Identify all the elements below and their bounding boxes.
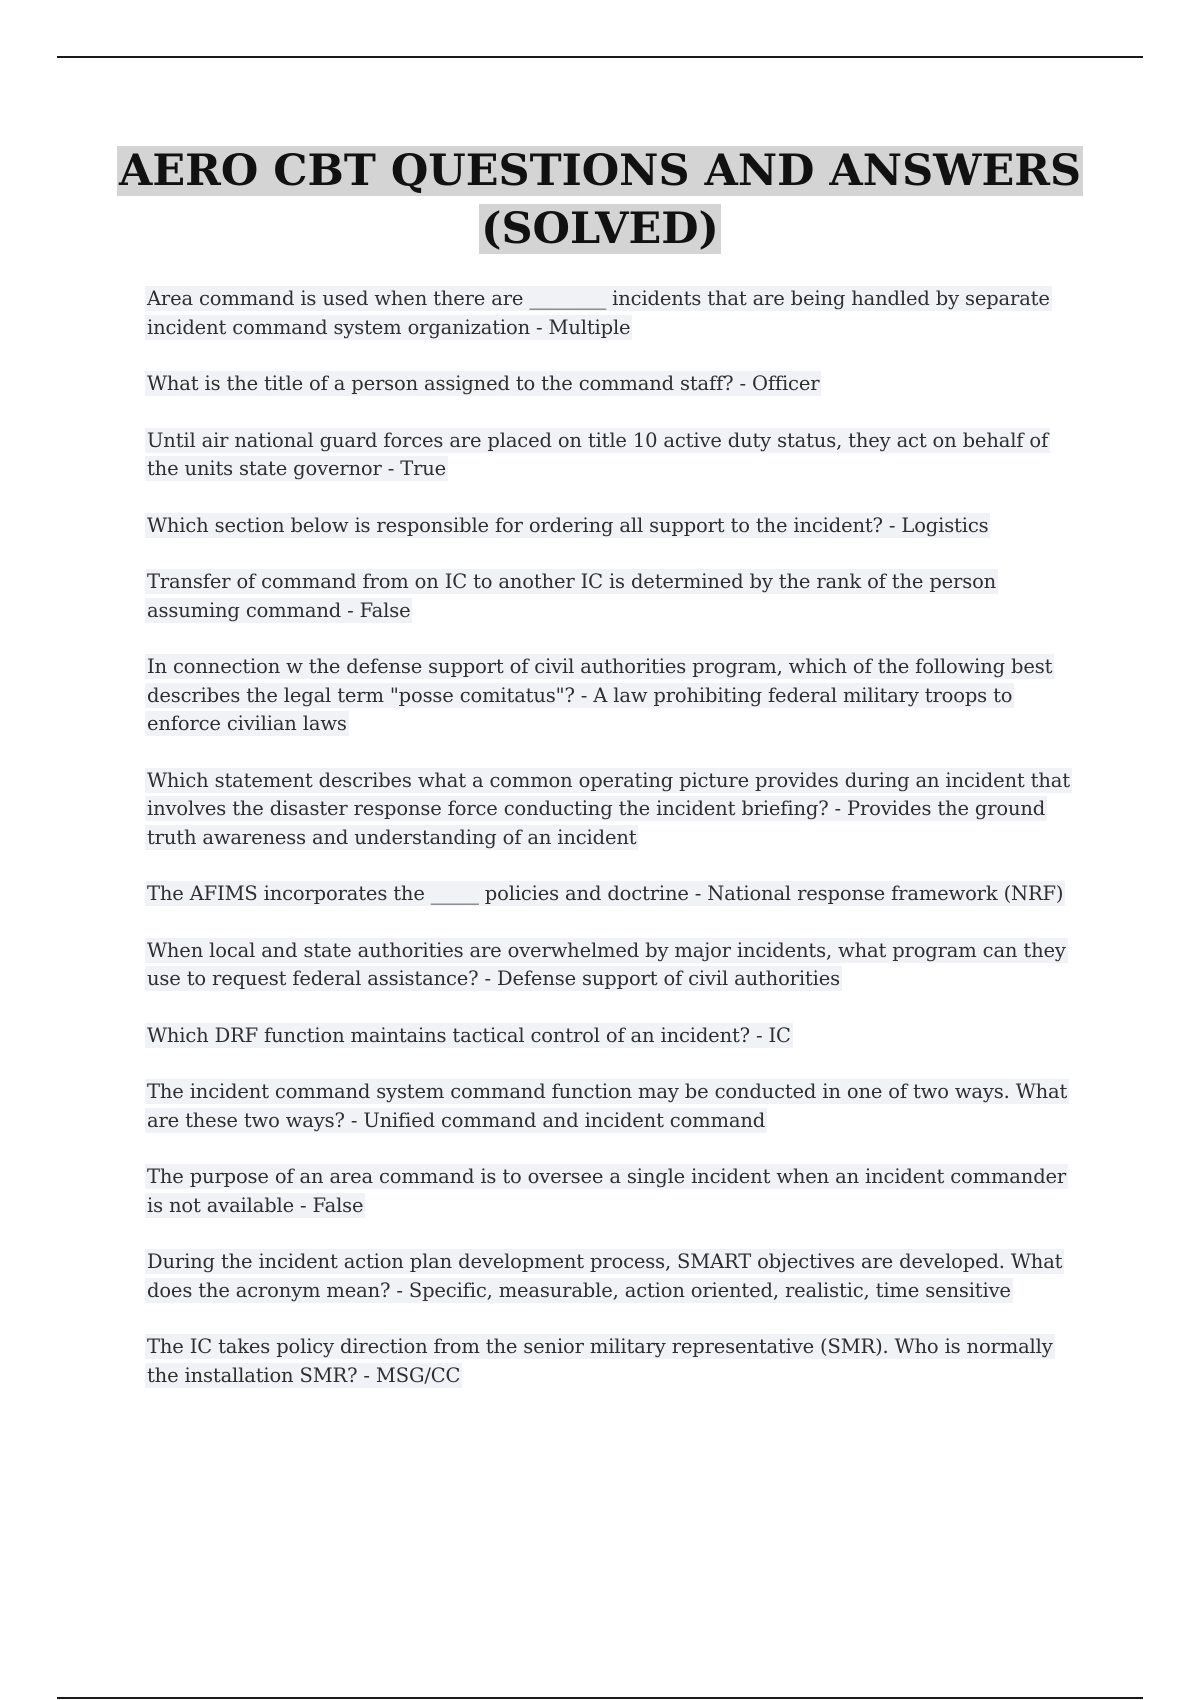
qa-item-text: In connection w the defense support of civil authorities program, which of the following best describes the legal term "posse comitatus"? - A law prohibiting federal military troops to enforce civilian laws: [147, 655, 1053, 735]
qa-item: [145, 1333, 1085, 1390]
footer-rule: [57, 1697, 1143, 1699]
qa-item: [145, 512, 1085, 541]
qa-item: [145, 767, 1085, 853]
qa-item: [145, 937, 1085, 994]
qa-item: [145, 285, 1085, 342]
qa-item: [145, 1248, 1085, 1305]
document-title-text: AERO CBT QUESTIONS AND ANSWERS (SOLVED): [118, 146, 1082, 254]
qa-item: [145, 1163, 1085, 1220]
qa-item-text: The IC takes policy direction from the senior military representative (SMR). Who is normally the installation SMR? - MSG/CC: [147, 1335, 1053, 1387]
document-title: [0, 142, 1200, 258]
qa-item-text: When local and state authorities are overwhelmed by major incidents, what program can they use to request federal assistance? - Defense support of civil authorities: [147, 938, 1066, 990]
qa-item: [145, 427, 1085, 484]
qa-item-text: Which DRF function maintains tactical control of an incident? - IC: [147, 1023, 791, 1047]
qa-item: [145, 370, 1085, 399]
qa-item: [145, 1078, 1085, 1135]
qa-item: [145, 653, 1085, 739]
qa-item: [145, 568, 1085, 625]
qa-item-text: Which statement describes what a common operating picture provides during an incident that involves the disaster response force conducting the incident briefing? - Provides the ground truth awareness and understanding of an incident: [147, 768, 1070, 849]
qa-item-text: The incident command system command function may be conducted in one of two ways. What are these two ways? - Unified command and incident command: [147, 1080, 1068, 1132]
qa-item-text: Until air national guard forces are placed on title 10 active duty status, they act on behalf of the units state governor - True: [147, 428, 1049, 480]
qa-item-text: Transfer of command from on IC to another IC is determined by the rank of the person assuming command - False: [147, 570, 997, 622]
qa-item-text: The AFIMS incorporates the _____ policies and doctrine - National response framework (NRF): [147, 882, 1064, 905]
header-rule: [57, 56, 1143, 58]
qa-item-text: Which section below is responsible for ordering all support to the incident? - Logistics: [147, 513, 989, 537]
qa-item-text: What is the title of a person assigned to the command staff? - Officer: [147, 372, 820, 395]
qa-item-text: Area command is used when there are ________ incidents that are being handled by separate incident command system organization - Multiple: [147, 287, 1050, 339]
qa-item-text: During the incident action plan development process, SMART objectives are developed. What does the acronym mean? - Specific, measurable, action oriented, realistic, time sensitive: [147, 1250, 1063, 1302]
qa-item: [145, 1022, 1085, 1051]
qa-list: [145, 285, 1085, 1418]
qa-item: [145, 880, 1085, 909]
qa-item-text: The purpose of an area command is to oversee a single incident when an incident commander is not available - False: [147, 1165, 1067, 1217]
